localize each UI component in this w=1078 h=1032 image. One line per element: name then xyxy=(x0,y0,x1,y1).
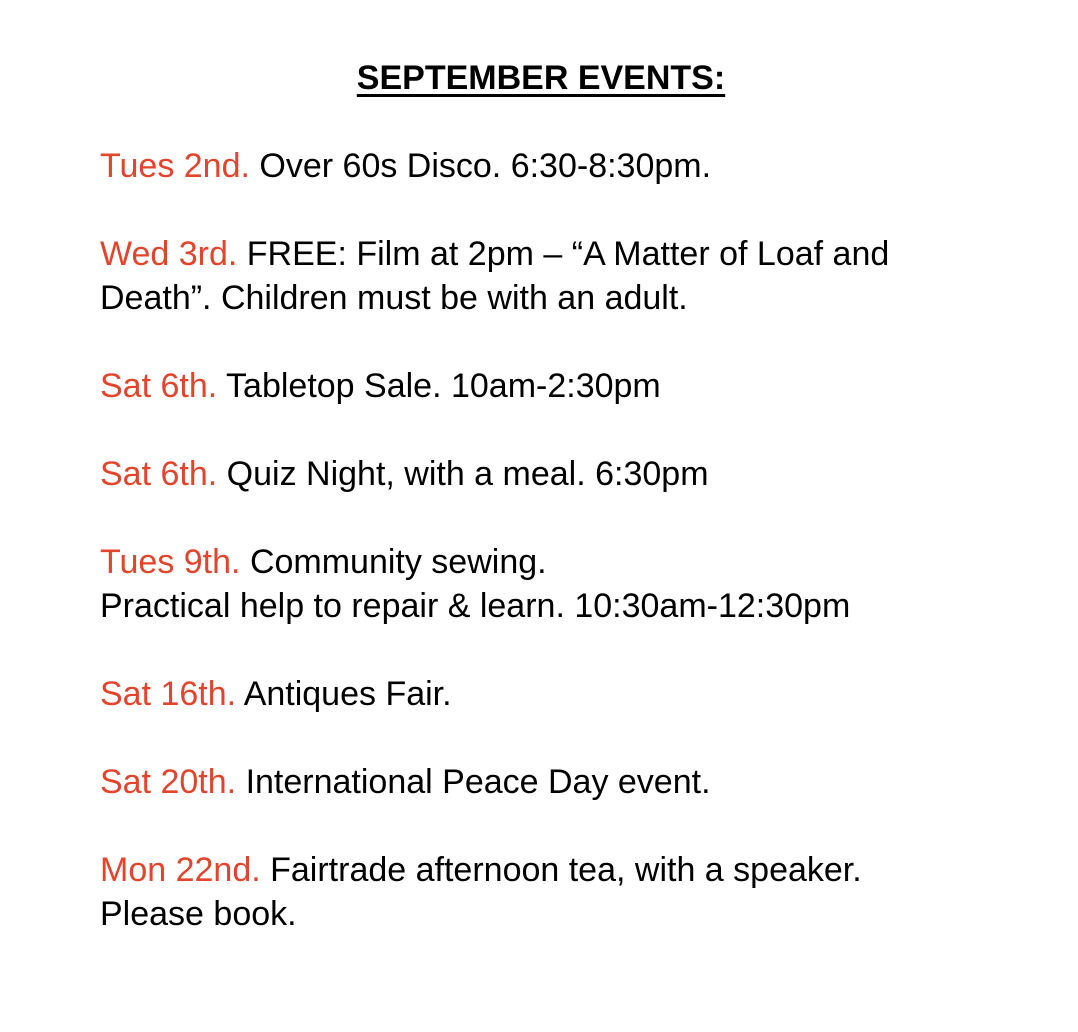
event-date: Sat 6th. xyxy=(100,455,218,493)
event-date: Wed 3rd. xyxy=(100,235,238,273)
event-description: Over 60s Disco. 6:30-8:30pm. xyxy=(259,147,712,185)
event-item xyxy=(100,848,1060,936)
event-description: Community sewing. xyxy=(249,543,547,581)
event-date: Mon 22nd. xyxy=(100,851,261,889)
event-description-continued: Please book. xyxy=(100,895,297,933)
event-item xyxy=(100,672,1060,716)
event-item xyxy=(100,760,1060,804)
event-description: Antiques Fair. xyxy=(243,675,452,713)
event-description: Tabletop Sale. 10am-2:30pm xyxy=(226,367,661,405)
event-description: Fairtrade afternoon tea, with a speaker. xyxy=(270,851,862,889)
event-item xyxy=(100,232,1060,320)
event-item xyxy=(100,540,1060,628)
event-date: Tues 2nd. xyxy=(100,147,250,185)
event-description: International Peace Day event. xyxy=(245,763,711,801)
event-item xyxy=(100,364,1060,408)
event-description-continued: Practical help to repair & learn. 10:30am-12:30pm xyxy=(100,587,851,625)
page-title: SEPTEMBER EVENTS: xyxy=(356,59,726,97)
event-date: Sat 16th. xyxy=(100,675,237,713)
event-date: Sat 6th. xyxy=(100,367,218,405)
event-list xyxy=(100,144,1060,980)
event-description: FREE: Film at 2pm – “A Matter of Loaf and xyxy=(246,235,890,273)
event-description: Quiz Night, with a meal. 6:30pm xyxy=(226,455,709,493)
event-item xyxy=(100,144,1060,188)
event-date: Tues 9th. xyxy=(100,543,241,581)
event-date: Sat 20th. xyxy=(100,763,237,801)
event-description-continued: Death”. Children must be with an adult. xyxy=(100,279,688,317)
event-item xyxy=(100,452,1060,496)
